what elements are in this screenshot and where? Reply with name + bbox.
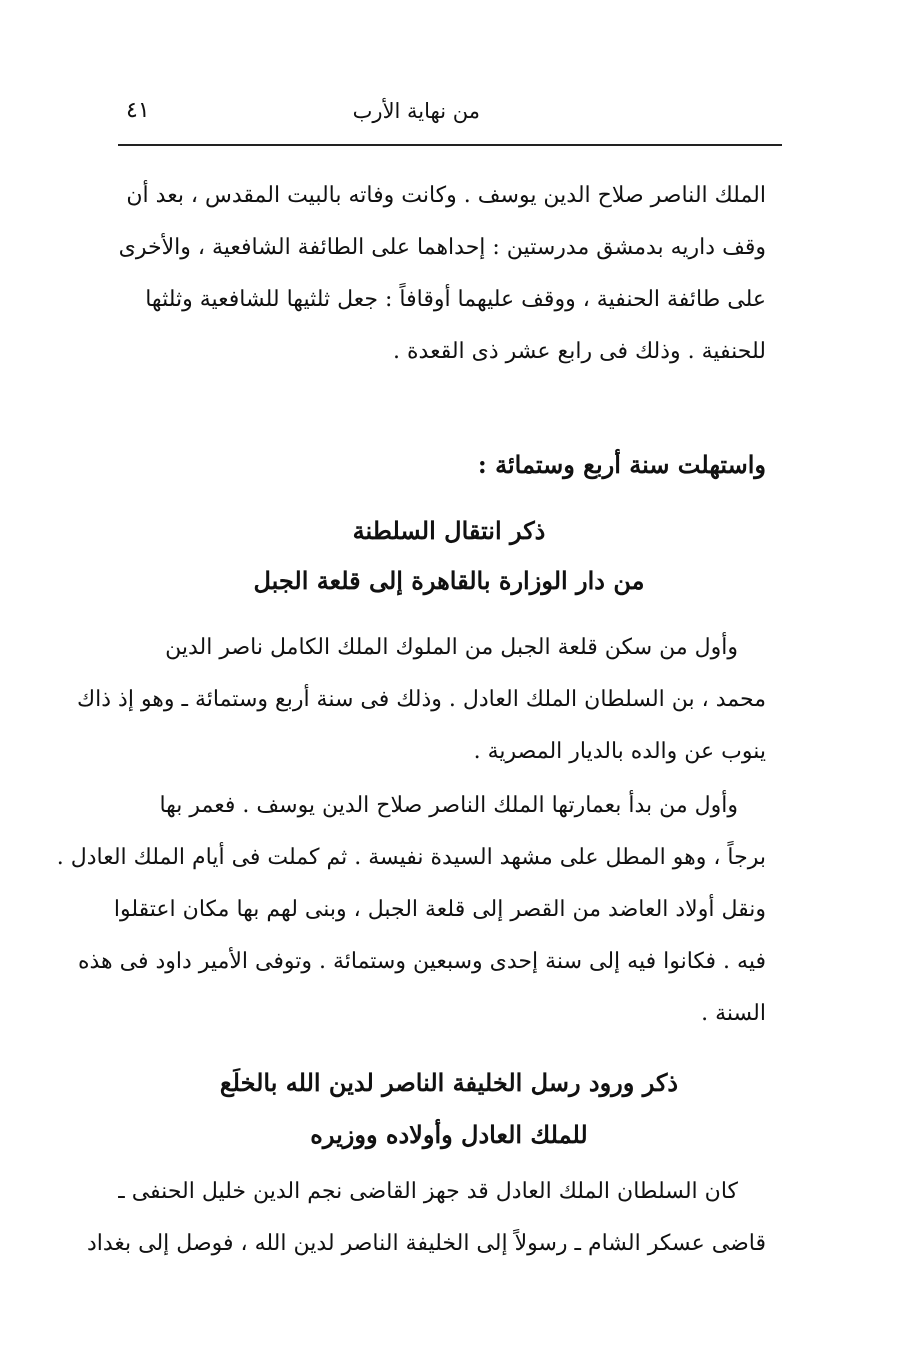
text-line: الملك الناصر صلاح الدين يوسف . وكانت وفاته بالبيت المقدس ، بعد أن <box>126 183 766 208</box>
text-line: برجاً ، وهو المطل على مشهد السيدة نفيسة . ثم كملت فى أيام الملك العادل . <box>56 845 766 870</box>
paragraph-envoys <box>86 1166 766 1270</box>
text-line: ينوب عن والده بالديار المصرية . <box>473 739 766 764</box>
text-line: على طائفة الحنفية ، ووقف عليهما أوقافاً : جعل ثلثيها للشافعية وثلثها <box>145 287 766 312</box>
text-line: محمد ، بن السلطان الملك العادل . وذلك فى سنة أربع وستمائة ـ وهو إذ ذاك <box>77 687 766 712</box>
section-title-line: للملك العادل وأولاده ووزيره <box>310 1120 588 1149</box>
page-number: ٤١ <box>126 98 150 123</box>
text-line: وأول من بدأ بعمارتها الملك الناصر صلاح الدين يوسف . فعمر بها <box>159 793 738 818</box>
paragraph-first-resident <box>77 622 766 778</box>
section-title-line: ذكر ورود رسل الخليفة الناصر لدين الله بالخلَع <box>219 1068 679 1097</box>
running-title: من نهاية الأرب <box>352 99 480 123</box>
paragraph-waqf <box>118 170 766 378</box>
text-line: السنة . <box>701 1001 766 1026</box>
text-line: كان السلطان الملك العادل قد جهز القاضى نجم الدين خليل الحنفى ـ <box>118 1179 738 1204</box>
paragraph-first-builder <box>56 780 766 1040</box>
text-line: ونقل أولاد العاضد من القصر إلى قلعة الجبل ، وبنى لهم بها مكان اعتقلوا <box>113 897 766 922</box>
section-title-line: ذكر انتقال السلطنة <box>352 516 546 545</box>
text-line: قاضى عسكر الشام ـ رسولاً إلى الخليفة الناصر لدين الله ، فوصل إلى بغداد <box>86 1231 766 1256</box>
year-heading: واستهلت سنة أربع وستمائة : <box>477 450 766 479</box>
page-header <box>120 96 780 132</box>
text-line: فيه . فكانوا فيه إلى سنة إحدى وسبعين وستمائة . وتوفى الأمير داود فى هذه <box>77 949 766 974</box>
text-line: وأول من سكن قلعة الجبل من الملوك الملك الكامل ناصر الدين <box>165 635 738 660</box>
section-title-line: من دار الوزارة بالقاهرة إلى قلعة الجبل <box>253 566 645 595</box>
header-rule <box>118 144 782 146</box>
text-line: للحنفية . وذلك فى رابع عشر ذى القعدة . <box>393 339 766 364</box>
text-line: وقف داريه بدمشق مدرستين : إحداهما على الطائفة الشافعية ، والأخرى <box>118 235 766 260</box>
